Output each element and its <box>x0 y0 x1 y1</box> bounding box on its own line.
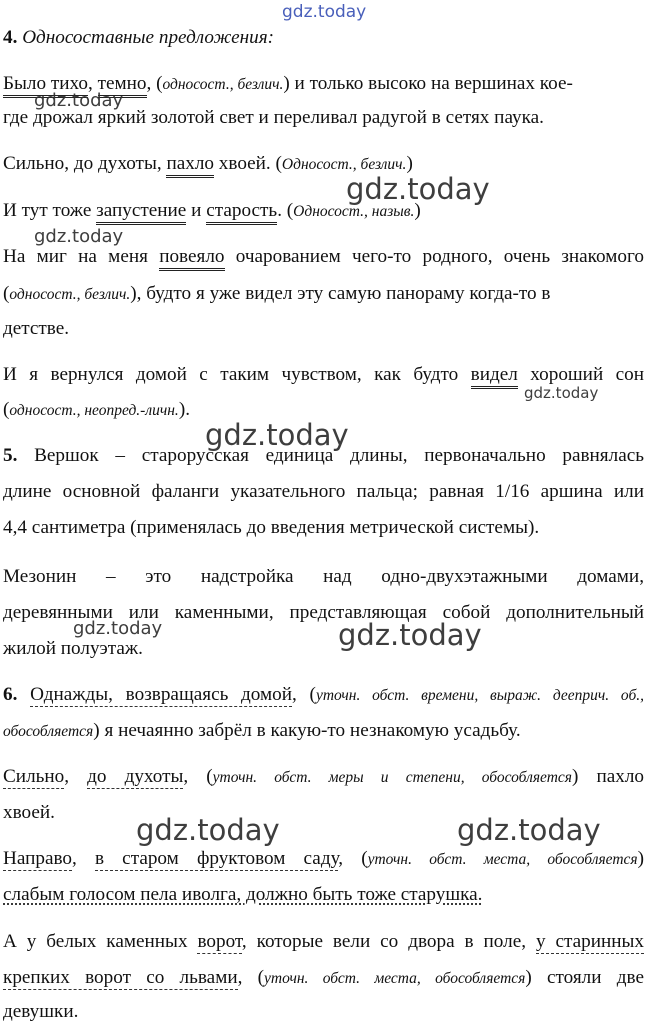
s4-p5-line1: И я вернулся домой с таким чувством, как будто видел хороший сон <box>3 363 644 387</box>
watermark: gdz.today <box>73 618 163 639</box>
s4-p1-line1: Было тихо, темно, (односост., безлич.) и только высоко на вершинах кое- <box>3 72 573 97</box>
s6-p1-line1: 6. Однажды, возвращаясь домой, (уточн. обст. времени, выраж. дееприч. об., <box>3 684 645 705</box>
s5-mezonin-line1: Мезонин – это надстройка над одно-двухэтажными домами, <box>3 566 644 587</box>
syntax-note: обособляется <box>3 723 94 740</box>
watermark: gdz.today <box>346 172 490 206</box>
watermark: gdz.today <box>457 813 601 847</box>
s5-line2: длине основной фаланги указательного пальца; равная 1/16 аршина или <box>3 481 644 502</box>
syntax-note: односост., безлич. <box>162 76 284 93</box>
watermark: gdz.today <box>338 618 482 652</box>
watermark: gdz.today <box>205 418 349 452</box>
s4-p2: Сильно, до духоты, пахло хвоей. (Односост., безлич.) <box>3 152 413 177</box>
s4-p5-line2: (односост., неопред.-личн.). <box>3 399 190 420</box>
syntax-note: уточн. обст. места, обособляется <box>367 851 638 868</box>
s6-p2-line2: хвоей. <box>3 802 55 823</box>
section-title: Односоставные предложения: <box>22 27 275 48</box>
syntax-note: Односост., назыв. <box>293 203 415 220</box>
syntax-note: односост., безлич. <box>9 286 131 303</box>
watermark: gdz.today <box>136 813 280 847</box>
watermark: gdz.today <box>34 90 124 111</box>
s5-mezonin-line2: деревянными или каменными, представляющая собой дополнительный <box>3 602 644 623</box>
s6-p3-line1: Направо, в старом фруктовом саду, (уточн. обст. места, обособляется) <box>3 848 645 869</box>
s6-p4-line3: девушки. <box>3 1001 79 1022</box>
s5-line1: 5. Вершок – старорусская единица длины, первоначально равнялась <box>3 445 644 466</box>
syntax-note: односост., неопред.-личн. <box>9 402 179 419</box>
s5-line3: 4,4 сантиметра (применялась до введения метрической системы). <box>3 517 540 538</box>
s6-p4-line1: А у белых каменных ворот, которые вели со двора в поле, у старинных <box>3 931 644 952</box>
s6-p2-line1: Сильно, до духоты, (уточн. обст. меры и степени, обособляется) пахло <box>3 766 645 787</box>
s6-p4-line2: крепких ворот со львами, (уточн. обст. места, обособляется) стояли две <box>3 967 644 988</box>
s4-p4-line1: На миг на меня повеяло очарованием чего-то родного, очень знакомого <box>3 245 644 269</box>
s4-p4-line2: (односост., безлич.), будто я уже видел эту самую панораму когда-то в <box>3 283 551 304</box>
syntax-note: уточн. обст. места, обособляется <box>264 970 526 987</box>
syntax-note: уточн. обст. меры и степени, обособляется <box>212 769 572 786</box>
s4-p1-line2: где дрожал яркий золотой свет и переливал радугой в сетях паука. <box>3 107 544 128</box>
syntax-note: Односост., безлич. <box>281 156 407 173</box>
s6-p3-line2: слабым голосом пела иволга, должно быть тоже старушка. <box>3 884 483 905</box>
section-number: 6. <box>3 684 18 705</box>
s4-p3: И тут тоже запустение и старость. (Односост., назыв.) <box>3 199 421 224</box>
section-number: 4. <box>3 27 18 48</box>
s5-mezonin-line3: жилой полуэтаж. <box>3 638 143 659</box>
watermark: gdz.today <box>34 226 124 247</box>
watermark: gdz.today <box>282 2 367 22</box>
s4-p4-line3: детстве. <box>3 318 70 339</box>
section-number: 5. <box>3 445 18 466</box>
s6-p1-line2: обособляется) я нечаянно забрёл в какую-то незнакомую усадьбу. <box>3 720 521 741</box>
watermark: gdz.today <box>524 384 599 402</box>
syntax-note: уточн. обст. времени, выраж. дееприч. об., <box>315 687 645 704</box>
section-4-heading <box>3 26 274 50</box>
